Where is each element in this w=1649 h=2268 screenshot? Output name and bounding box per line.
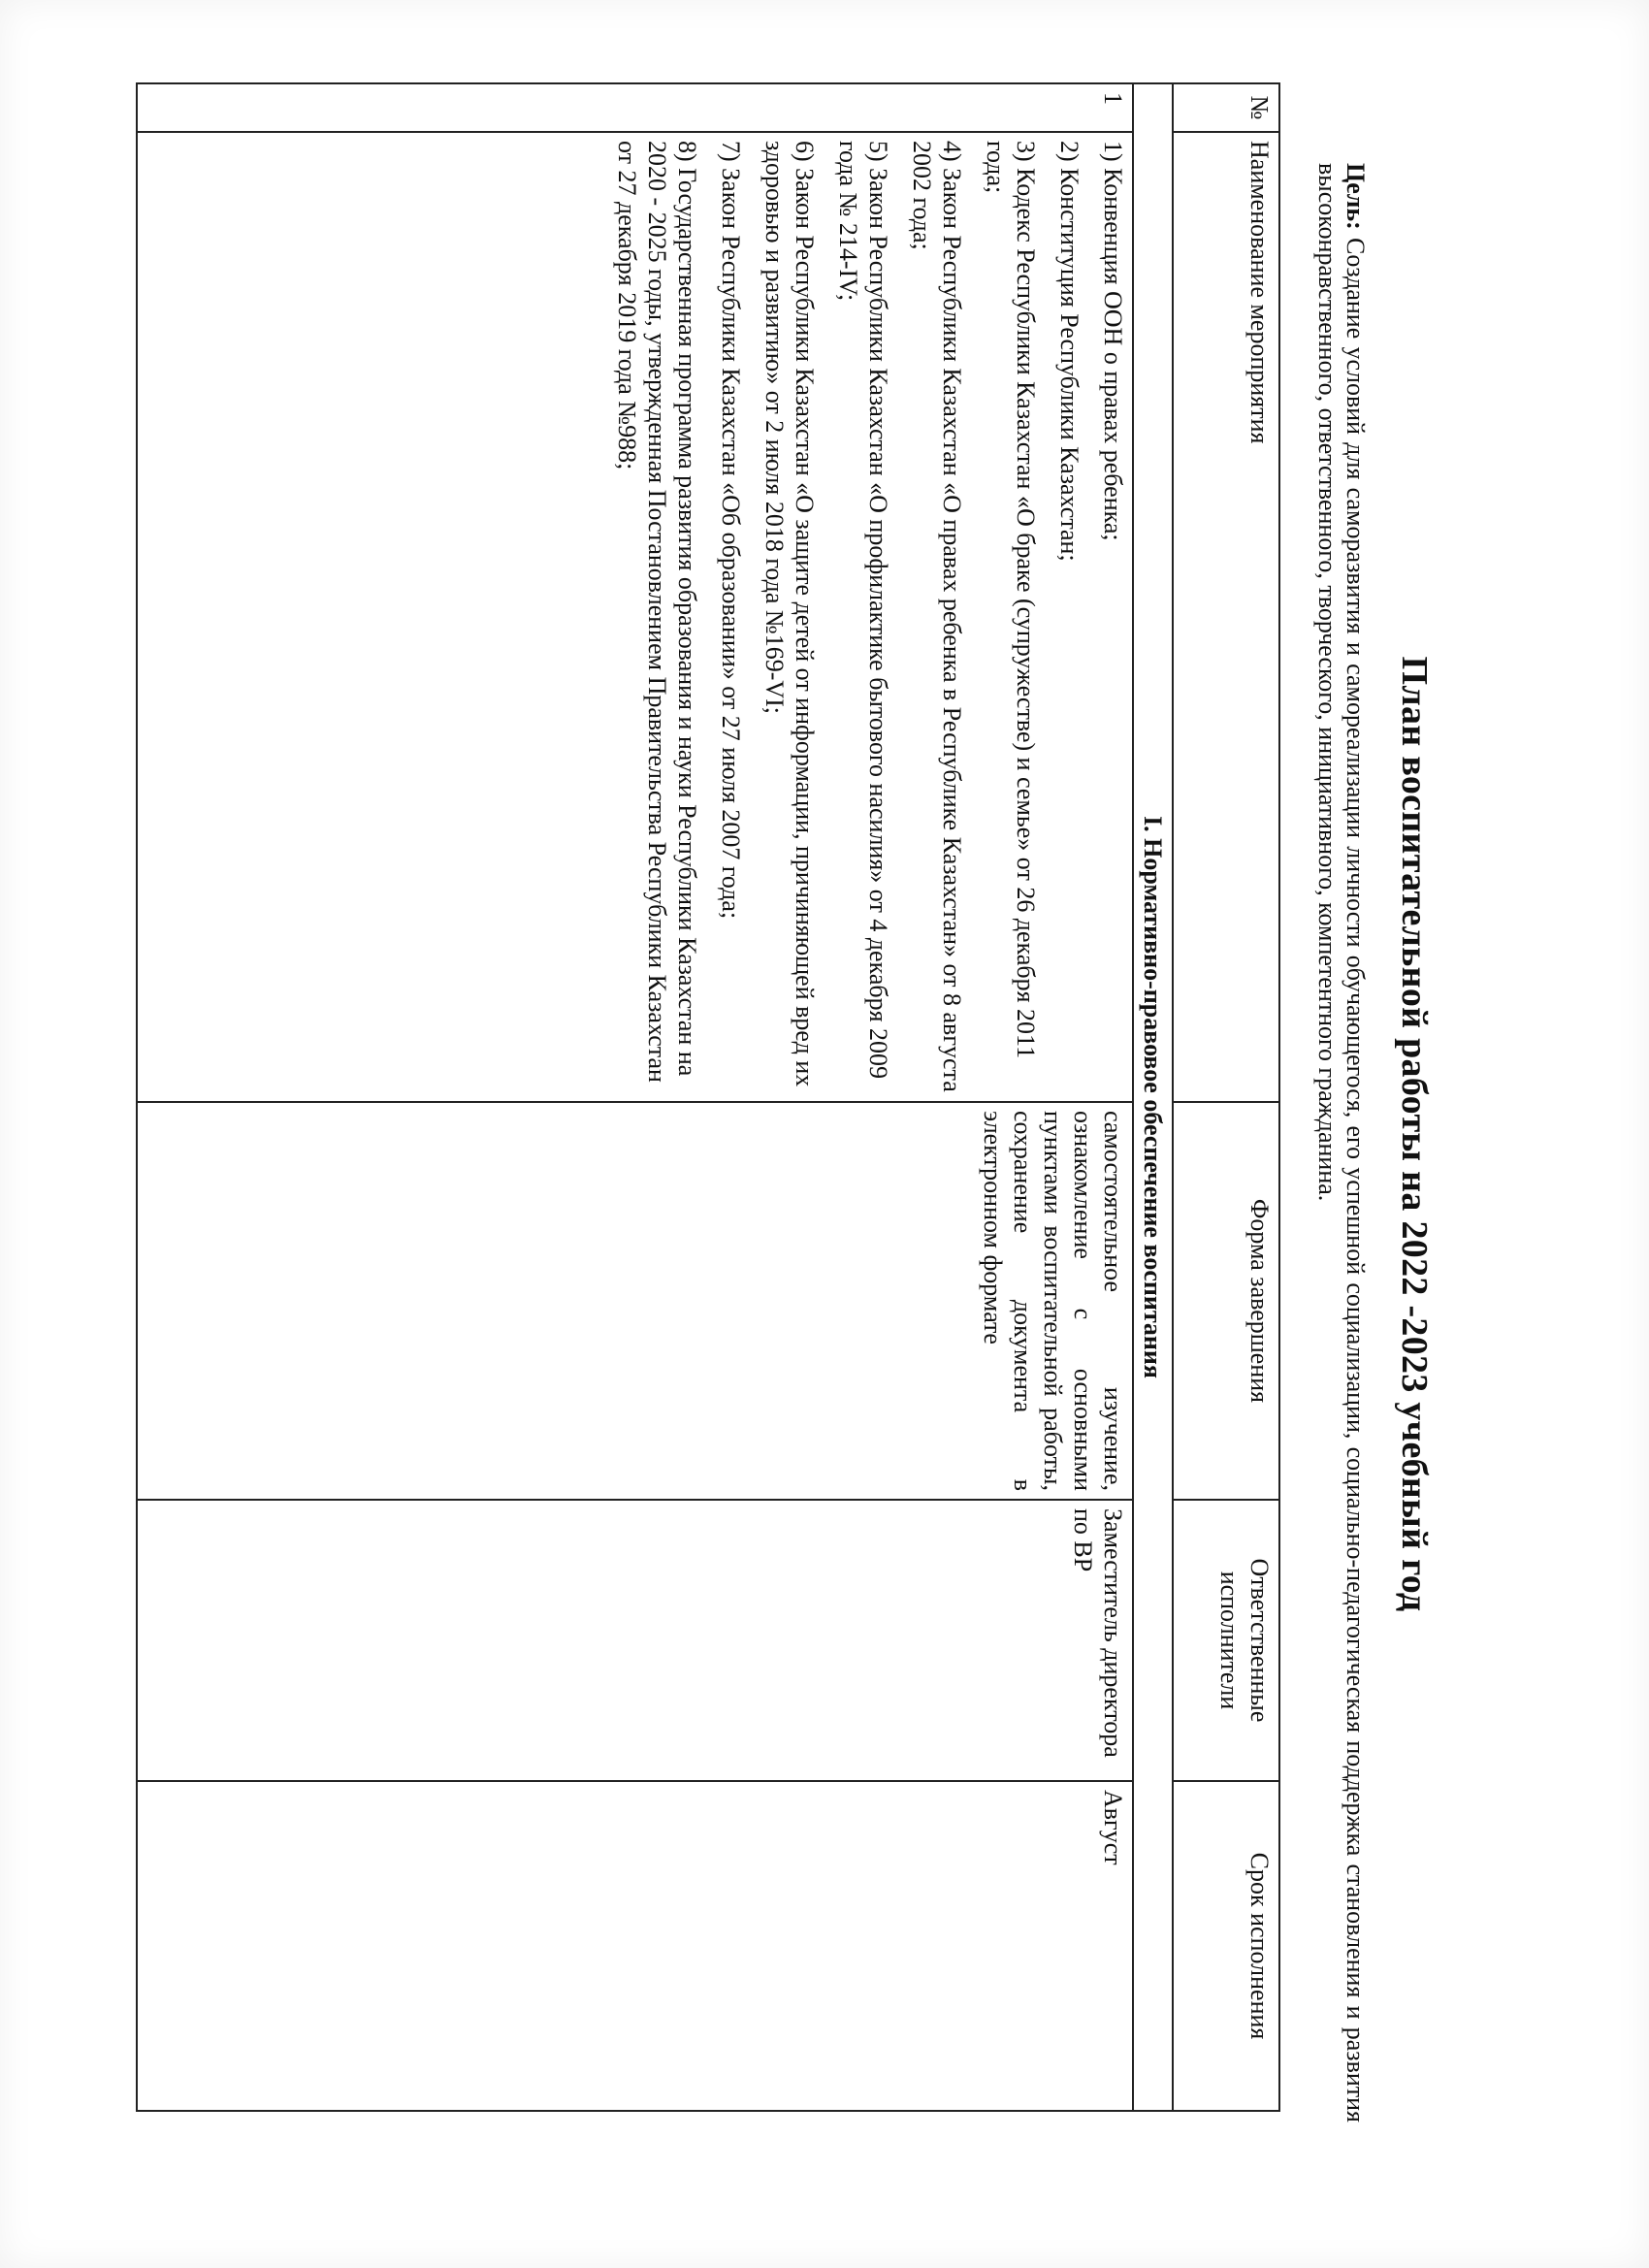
list-item: 1) Конвенция ООН о правах ребенка; bbox=[1099, 141, 1127, 541]
list-item: 4) Закон Республики Казахстан «О правах ребенка в Республике Казахстан» от 8 августа 2002 года; bbox=[908, 141, 966, 1092]
row-form: самостоятельное изучение, ознакомление с основными пунктами воспитательной работы, сохранение документа в электронном формате bbox=[137, 1102, 1133, 1500]
list-item: 2) Конституция Республики Казахстан; bbox=[1055, 141, 1083, 562]
list-item: 5) Закон Республики Казахстан «О профилактике бытового насилия» от 4 декабря 2009 года № 214-IV; bbox=[834, 141, 892, 1080]
row-responsible: Заместитель директора по ВР bbox=[137, 1500, 1133, 1781]
section-row bbox=[1133, 83, 1173, 2111]
header-number: № bbox=[1173, 83, 1279, 132]
header-form: Форма завершения bbox=[1173, 1102, 1279, 1500]
list-item: 7) Закон Республики Казахстан «Об образовании» от 27 июля 2007 года; bbox=[717, 141, 745, 920]
row-name-cell bbox=[137, 132, 1133, 1102]
row-number: 1 bbox=[137, 83, 1133, 132]
header-name: Наименование мероприятия bbox=[1173, 132, 1279, 1102]
goal-text: Создание условий для саморазвития и самореализации личности обучающегося, его успешной социализации, социально-педагогическая поддержка становления и развития высоконравственного, ответственного, творческого, инициативного, компетентного гражданина. bbox=[1313, 163, 1370, 2122]
row-term: Август bbox=[137, 1781, 1133, 2111]
section-title: I. Нормативно-правовое обеспечение воспитания bbox=[1133, 83, 1173, 2111]
list-item: 6) Закон Республики Казахстан «О защите детей от информации, причиняющей вред их здоровью и развитию» от 2 июля 2018 года №169-VI; bbox=[760, 141, 819, 1087]
goal-label: Цель: bbox=[1342, 163, 1370, 230]
table-row bbox=[137, 83, 1133, 2111]
table-header-row bbox=[1173, 83, 1279, 2111]
document-list bbox=[612, 141, 1128, 1093]
goal-paragraph bbox=[1313, 163, 1370, 2122]
document-title: План воспитательной работы на 2022 -2023 учебный год bbox=[1394, 656, 1435, 1612]
header-term: Срок исполнения bbox=[1173, 1781, 1279, 2111]
list-item: 8) Государственная программа развития образования и науки Республики Казахстан на 2020 - 2025 годы, утвержденная Постановлением Правительства Республики Казахстан от 27 декабря 2019 года №988; bbox=[613, 141, 701, 1083]
plan-table bbox=[136, 82, 1280, 2112]
list-item: 3) Кодекс Республики Казахстан «О браке (супружестве) и семье» от 26 декабря 2011 года; bbox=[982, 141, 1040, 1059]
header-responsible: Ответственные исполнители bbox=[1173, 1500, 1279, 1781]
